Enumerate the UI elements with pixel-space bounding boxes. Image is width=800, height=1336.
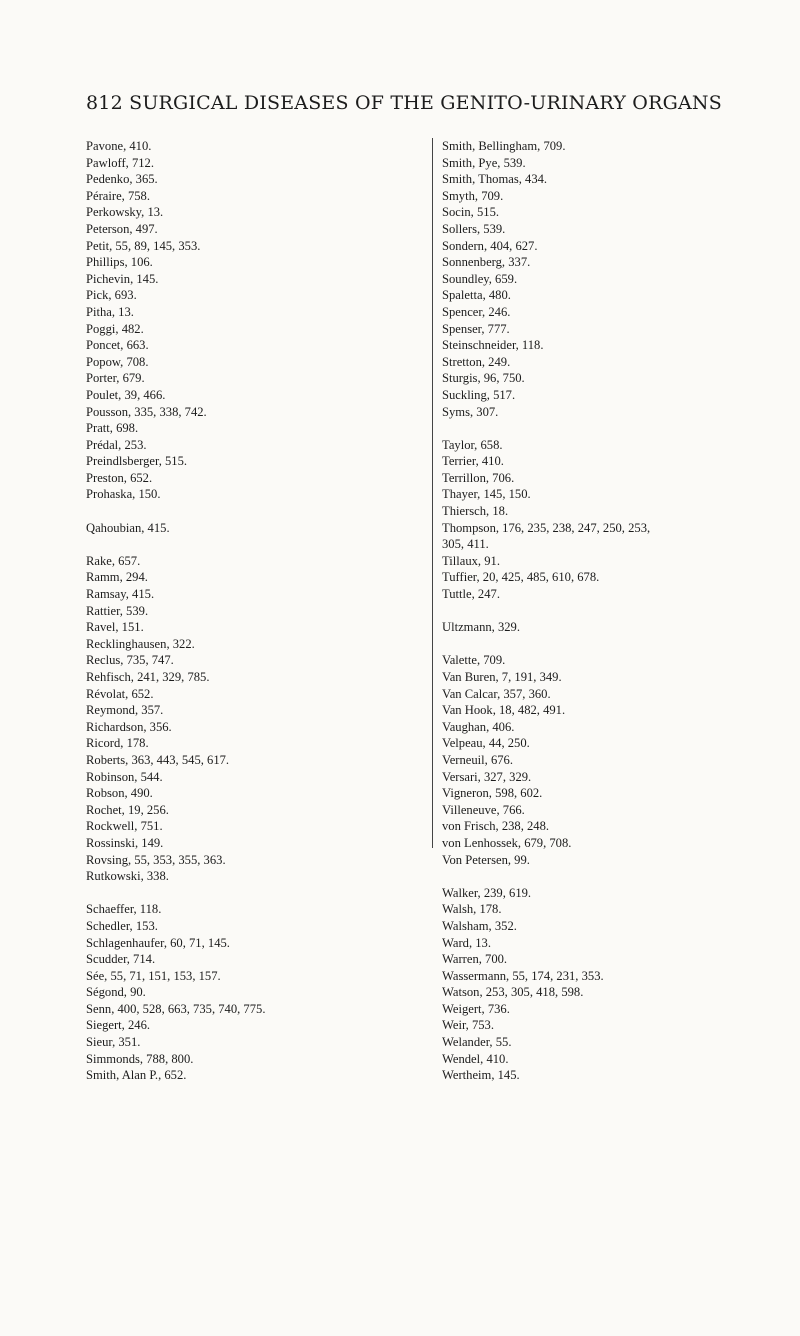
index-entry: Tillaux, 91. [442, 553, 500, 568]
index-entry: Tuffier, 20, 425, 485, 610, 678. [442, 570, 600, 585]
index-entry: Smith, Bellingham, 709. [442, 139, 566, 153]
index-entry: Thompson, 176, 235, 238, 247, 250, 253, [442, 520, 651, 535]
index-entry: Vigneron, 598, 602. [442, 786, 543, 801]
index-section-gap [442, 636, 800, 653]
index-entry: Spencer, 246. [442, 304, 511, 319]
index-entry: Spenser, 777. [442, 321, 510, 336]
index-entry: Velpeau, 44, 250. [442, 736, 530, 751]
index-entry: Walsh, 178. [442, 902, 502, 917]
index-entry: Péraire, 758. [86, 188, 150, 203]
index-entry: Sée, 55, 71, 151, 153, 157. [86, 968, 221, 983]
index-entry: von Lenhossek, 679, 708. [442, 835, 572, 850]
index-section-gap [86, 503, 416, 520]
index-entry: Ricord, 178. [86, 736, 149, 751]
index-entry: Rutkowski, 338. [86, 869, 169, 884]
index-entry: Vaughan, 406. [442, 719, 515, 734]
index-entry: Richardson, 356. [86, 719, 172, 734]
index-entry: Warren, 700. [442, 952, 508, 967]
index-section-gap [442, 868, 800, 885]
index-entry: Ramm, 294. [86, 570, 148, 585]
page-number: 812 [86, 92, 123, 114]
index-entry: Reymond, 357. [86, 703, 164, 718]
index-entry: Verneuil, 676. [442, 752, 513, 767]
index-entry: Versari, 327, 329. [442, 769, 532, 784]
index-entry: Villeneuve, 766. [442, 802, 525, 817]
index-entry: Steinschneider, 118. [442, 338, 544, 353]
index-entry: Wassermann, 55, 174, 231, 353. [442, 968, 604, 983]
index-entry: Stretton, 249. [442, 354, 511, 369]
index-entry: Rehfisch, 241, 329, 785. [86, 670, 210, 684]
index-entry: Ultzmann, 329. [442, 620, 520, 635]
index-entry: Walker, 239, 619. [442, 885, 532, 900]
index-entry: Rochet, 19, 256. [86, 802, 169, 817]
index-entry: Schlagenhaufer, 60, 71, 145. [86, 935, 230, 950]
index-entry: Simmonds, 788, 800. [86, 1051, 194, 1066]
index-entry: Recklinghausen, 322. [86, 636, 195, 651]
index-entry: Preindlsberger, 515. [86, 454, 188, 469]
index-entry: Phillips, 106. [86, 255, 153, 270]
index-entry: Révolat, 652. [86, 686, 154, 701]
index-entry: Terrillon, 706. [442, 470, 515, 485]
index-entry: Prédal, 253. [86, 437, 147, 452]
index-entry: Perkowsky, 13. [86, 205, 164, 220]
index-entry: Van Calcar, 357, 360. [442, 686, 551, 701]
index-entry: Suckling, 517. [442, 387, 516, 402]
index-section-gap [86, 536, 416, 553]
index-entry: Pitha, 13. [86, 304, 134, 319]
index-entry: Poncet, 663. [86, 338, 149, 353]
index-entry: Valette, 709. [442, 653, 506, 668]
index-entry: Thayer, 145, 150. [442, 487, 531, 502]
index-entry: Ramsay, 415. [86, 587, 155, 602]
index-section-gap [442, 603, 800, 620]
index-entry: Rockwell, 751. [86, 819, 163, 834]
index-column-right [432, 138, 800, 1083]
index-entry: Robinson, 544. [86, 769, 163, 784]
index-entry: Ward, 13. [442, 935, 491, 950]
page-title: SURGICAL DISEASES OF THE GENITO-URINARY ORGANS [129, 92, 722, 114]
index-entry: Taylor, 658. [442, 437, 503, 452]
index-entry: Smith, Alan P., 652. [86, 1068, 187, 1083]
index-entry: Weir, 753. [442, 1018, 494, 1033]
index-entry: Pick, 693. [86, 288, 137, 303]
index-entry: Terrier, 410. [442, 454, 504, 469]
index-entry: 305, 411. [442, 537, 489, 552]
index-entry: Pratt, 698. [86, 421, 139, 436]
index-entry: Socin, 515. [442, 205, 500, 220]
index-section-gap [442, 420, 800, 437]
index-entry: Thiersch, 18. [442, 504, 509, 519]
index-entry: Ségond, 90. [86, 985, 146, 1000]
index-entry: Smyth, 709. [442, 188, 504, 203]
index-column-left [86, 138, 416, 1084]
index-entry: Rovsing, 55, 353, 355, 363. [86, 852, 226, 867]
index-entry: Pawloff, 712. [86, 155, 154, 170]
index-entry: Sondern, 404, 627. [442, 238, 538, 253]
index-entry: Welander, 55. [442, 1035, 512, 1050]
index-entry: Reclus, 735, 747. [86, 653, 174, 668]
index-entry: Sturgis, 96, 750. [442, 371, 525, 386]
index-entry: Syms, 307. [442, 404, 499, 419]
index-entry: Schaeffer, 118. [86, 902, 162, 917]
index-entry: Rattier, 539. [86, 603, 149, 618]
index-entry: Soundley, 659. [442, 271, 518, 286]
index-entry: Scudder, 714. [86, 952, 156, 967]
running-header [86, 92, 726, 114]
index-entry: Smith, Pye, 539. [442, 155, 526, 170]
index-entry: Poulet, 39, 466. [86, 387, 166, 402]
index-entry: Ravel, 151. [86, 620, 144, 635]
index-entry: Roberts, 363, 443, 545, 617. [86, 752, 230, 767]
index-entry: Wendel, 410. [442, 1051, 509, 1066]
index-entry: Pichevin, 145. [86, 271, 159, 286]
index-entry: Von Petersen, 99. [442, 852, 530, 867]
index-entry: Van Hook, 18, 482, 491. [442, 703, 566, 718]
index-entry: Petit, 55, 89, 145, 353. [86, 238, 201, 253]
index-entry: Poggi, 482. [86, 321, 144, 336]
index-entry: Qahoubian, 415. [86, 520, 170, 535]
index-entry: Porter, 679. [86, 371, 145, 386]
index-entry: Spaletta, 480. [442, 288, 511, 303]
index-entry: Sollers, 539. [442, 221, 506, 236]
index-entry: Senn, 400, 528, 663, 735, 740, 775. [86, 1001, 266, 1016]
index-entry: Smith, Thomas, 434. [442, 172, 548, 187]
index-entry: Sieur, 351. [86, 1035, 141, 1050]
index-entry: Van Buren, 7, 191, 349. [442, 670, 562, 684]
index-entry: Pavone, 410. [86, 139, 152, 153]
index-entry: Robson, 490. [86, 786, 153, 801]
index-entry: Popow, 708. [86, 354, 149, 369]
index-entry: Sonnenberg, 337. [442, 255, 531, 270]
index-entry: Pousson, 335, 338, 742. [86, 404, 207, 419]
index-entry: Pedenko, 365. [86, 172, 158, 187]
index-entry: Rossinski, 149. [86, 835, 164, 850]
index-entry: Weigert, 736. [442, 1001, 510, 1016]
index-entry: Preston, 652. [86, 470, 153, 485]
index-entry: Rake, 657. [86, 553, 141, 568]
index-entry: Schedler, 153. [86, 918, 158, 933]
index-entry: Peterson, 497. [86, 221, 158, 236]
index-entry: Wertheim, 145. [442, 1068, 520, 1083]
index-section-gap [86, 885, 416, 902]
index-entry: von Frisch, 238, 248. [442, 819, 550, 834]
index-entry: Walsham, 352. [442, 918, 517, 933]
index-entry: Tuttle, 247. [442, 587, 500, 602]
index-entry: Watson, 253, 305, 418, 598. [442, 985, 584, 1000]
index-entry: Siegert, 246. [86, 1018, 151, 1033]
index-entry: Prohaska, 150. [86, 487, 161, 502]
